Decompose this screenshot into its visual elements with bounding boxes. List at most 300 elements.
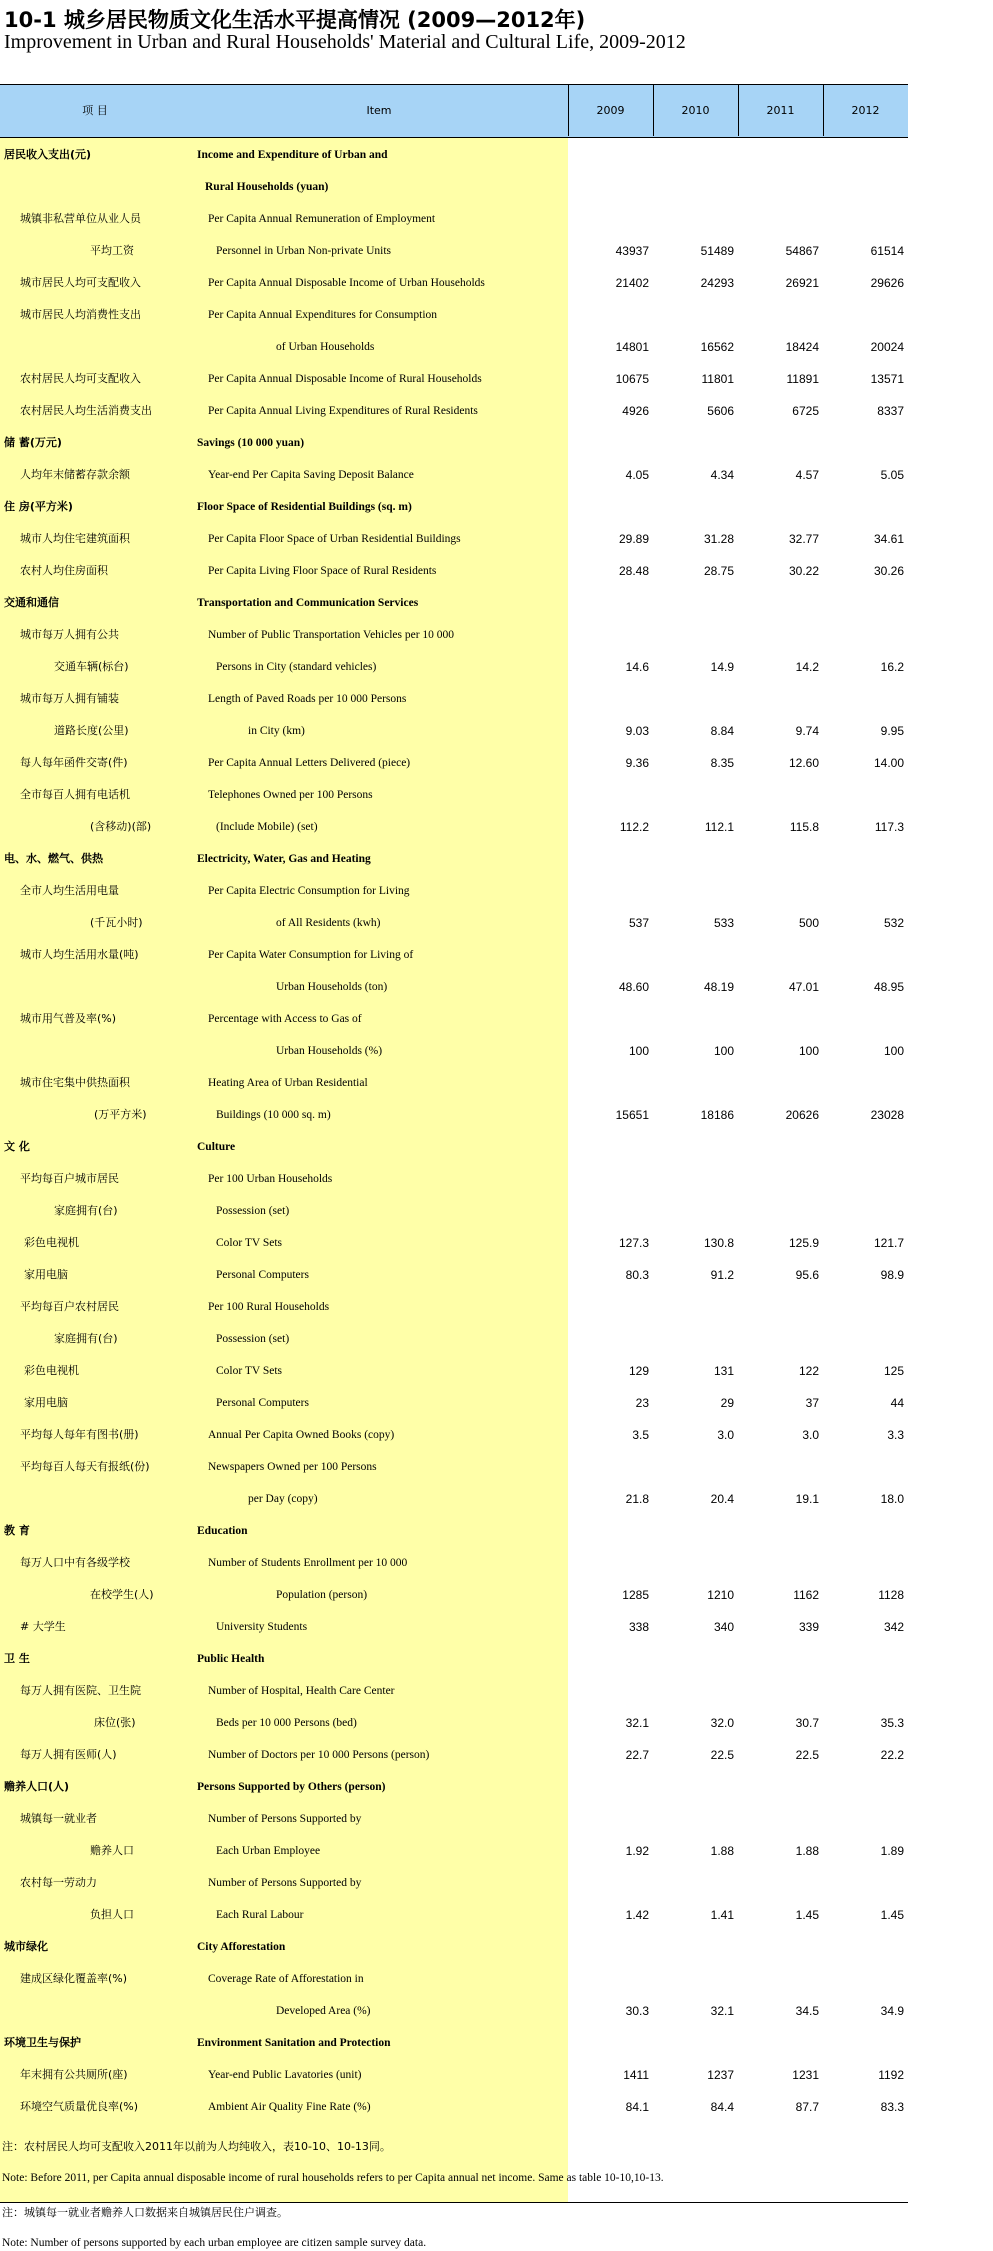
table-row — [0, 1707, 908, 1739]
value-cell-2012: 121.7 — [873, 1236, 904, 1250]
value-cell-2010: 4.34 — [710, 468, 734, 482]
row-label-en: Per Capita Annual Remuneration of Employment — [208, 213, 436, 225]
value-cell-2009: 21.8 — [625, 1492, 649, 1506]
table-row — [0, 1739, 908, 1771]
row-label-en: Telephones Owned per 100 Persons — [208, 789, 373, 801]
row-label-zh: 文 化 — [4, 1140, 30, 1153]
value-cell-2009: 28.48 — [618, 564, 649, 578]
value-cell-2012: 8337 — [877, 404, 904, 418]
table-row — [0, 1675, 908, 1707]
value-cell-2012: 22.2 — [880, 1748, 904, 1762]
row-label-en: Floor Space of Residential Buildings (sq. m) — [197, 501, 412, 513]
row-label-en: Per 100 Rural Households — [208, 1301, 330, 1313]
value-cell-2012: 29626 — [870, 276, 904, 290]
row-label-zh: 教 育 — [4, 1524, 30, 1537]
value-cell-2011: 30.22 — [788, 564, 819, 578]
value-cell-2009: 29.89 — [618, 532, 649, 546]
row-label-zh: 家庭拥有(台) — [54, 1332, 118, 1345]
row-label-zh: (千瓦小时) — [90, 916, 143, 929]
value-cell-2012: 9.95 — [880, 724, 904, 738]
table-row — [0, 555, 908, 587]
value-cell-2012: 1.89 — [880, 1844, 904, 1858]
value-cell-2012: 125 — [883, 1364, 904, 1378]
table-row — [0, 907, 908, 939]
table-header — [0, 84, 908, 138]
value-cell-2011: 4.57 — [795, 468, 819, 482]
row-label-en: Electricity, Water, Gas and Heating — [197, 853, 371, 865]
value-cell-2011: 11891 — [786, 372, 819, 386]
value-cell-2011: 26921 — [785, 276, 819, 290]
value-cell-2012: 61514 — [870, 244, 904, 258]
row-label-zh: 城市人均住宅建筑面积 — [20, 532, 130, 545]
row-label-en: Education — [197, 1525, 248, 1537]
value-cell-2010: 8.84 — [710, 724, 734, 738]
table-row — [0, 1835, 908, 1867]
value-cell-2010: 130.8 — [703, 1236, 734, 1250]
value-cell-2010: 24293 — [700, 276, 734, 290]
value-cell-2011: 122 — [798, 1364, 819, 1378]
value-cell-2010: 16562 — [700, 340, 734, 354]
table-row — [0, 1067, 908, 1099]
row-label-zh: 年末拥有公共厕所(座) — [20, 2068, 128, 2081]
value-cell-2011: 54867 — [785, 244, 819, 258]
value-cell-2011: 100 — [798, 1044, 819, 1058]
row-label-zh: (万平方米) — [94, 1108, 147, 1121]
value-cell-2012: 18.0 — [880, 1492, 904, 1506]
row-label-zh: (含移动)(部) — [90, 820, 152, 833]
value-cell-2011: 125.9 — [788, 1236, 819, 1250]
table-title-zh: 10-1 城乡居民物质文化生活水平提高情况 (2009—2012年) — [4, 8, 586, 32]
value-cell-2009: 1411 — [623, 2068, 649, 2082]
row-label-zh: 每万人口中有各级学校 — [20, 1556, 130, 1569]
row-label-en: Per Capita Annual Living Expenditures of Rural Residents — [208, 405, 478, 417]
table-row — [0, 1099, 908, 1131]
table-row — [0, 875, 908, 907]
row-label-en: Income and Expenditure of Urban and — [197, 149, 388, 161]
header-year: 2012 — [851, 104, 880, 117]
value-cell-2010: 1237 — [707, 2068, 734, 2082]
value-cell-2010: 1210 — [707, 1588, 734, 1602]
row-label-en: Year-end Per Capita Saving Deposit Balance — [208, 469, 414, 481]
value-cell-2011: 1.45 — [795, 1908, 819, 1922]
value-cell-2010: 100 — [713, 1044, 734, 1058]
row-label-zh: 农村居民人均生活消费支出 — [20, 404, 152, 417]
value-cell-2011: 339 — [798, 1620, 819, 1634]
value-cell-2009: 14.6 — [625, 660, 649, 674]
row-label-zh: 储 蓄(万元) — [4, 436, 62, 449]
value-cell-2009: 9.03 — [625, 724, 649, 738]
row-label-zh: 城镇每一就业者 — [20, 1812, 97, 1825]
row-label-en: Year-end Public Lavatories (unit) — [208, 2069, 362, 2081]
row-label-en: Number of Doctors per 10 000 Persons (person) — [208, 1749, 430, 1761]
row-label-zh: 家用电脑 — [24, 1268, 68, 1281]
value-cell-2011: 14.2 — [795, 660, 819, 674]
row-label-en: Population (person) — [276, 1589, 368, 1601]
row-label-en: Coverage Rate of Afforestation in — [208, 1973, 364, 1985]
row-label-en: Personnel in Urban Non-private Units — [216, 245, 392, 257]
value-cell-2012: 34.9 — [880, 2004, 904, 2018]
value-cell-2012: 13571 — [870, 372, 904, 386]
row-label-zh: 交通和通信 — [4, 596, 59, 609]
row-label-zh: 平均每百人每天有报纸(份) — [20, 1460, 150, 1473]
value-cell-2012: 100 — [883, 1044, 904, 1058]
table-row — [0, 1227, 908, 1259]
row-label-zh: 城市每万人拥有公共 — [20, 628, 119, 641]
row-label-en: Color TV Sets — [216, 1365, 283, 1377]
table-row — [0, 363, 908, 395]
value-cell-2010: 1.88 — [710, 1844, 734, 1858]
table-row — [0, 651, 908, 683]
table-row — [0, 747, 908, 779]
row-label-zh: 每人每年函件交寄(件) — [20, 756, 128, 769]
row-label-en: Rural Households (yuan) — [205, 181, 329, 193]
row-label-en: Transportation and Communication Services — [197, 597, 419, 609]
table-row — [0, 1003, 908, 1035]
table-row — [0, 1387, 908, 1419]
table-row — [0, 1931, 908, 1963]
row-label-zh: 平均每人每年有图书(册) — [20, 1428, 139, 1441]
value-cell-2012: 1.45 — [880, 1908, 904, 1922]
value-cell-2011: 87.7 — [795, 2100, 819, 2114]
table-row — [0, 1579, 908, 1611]
row-label-en: Color TV Sets — [216, 1237, 283, 1249]
table-row — [0, 1547, 908, 1579]
row-label-en: of All Residents (kwh) — [276, 917, 381, 929]
value-cell-2010: 14.9 — [710, 660, 734, 674]
row-label-en: per Day (copy) — [248, 1493, 318, 1505]
value-cell-2010: 1.41 — [710, 1908, 734, 1922]
row-label-zh: 全市人均生活用电量 — [20, 884, 119, 897]
row-label-zh: 环境空气质量优良率(%) — [20, 2100, 139, 2113]
row-label-en: Number of Students Enrollment per 10 000 — [208, 1557, 408, 1569]
table-row — [0, 1291, 908, 1323]
table-row — [0, 1035, 908, 1067]
value-cell-2010: 28.75 — [703, 564, 734, 578]
table-row — [0, 1867, 908, 1899]
value-cell-2011: 6725 — [792, 404, 819, 418]
value-cell-2009: 1285 — [622, 1588, 649, 1602]
value-cell-2012: 30.26 — [873, 564, 904, 578]
table-row — [0, 235, 908, 267]
value-cell-2011: 34.5 — [795, 2004, 819, 2018]
row-label-en: Buildings (10 000 sq. m) — [216, 1109, 331, 1121]
table-row — [0, 395, 908, 427]
row-label-zh: 环境卫生与保护 — [4, 2036, 81, 2049]
row-label-zh: 农村人均住房面积 — [20, 564, 108, 577]
row-label-en: Number of Hospital, Health Care Center — [208, 1685, 395, 1697]
value-cell-2009: 10675 — [615, 372, 649, 386]
row-label-en: Per Capita Electric Consumption for Living — [208, 885, 410, 897]
value-cell-2010: 112.1 — [704, 820, 734, 834]
row-label-en: University Students — [216, 1621, 308, 1633]
value-cell-2012: 1192 — [878, 2068, 904, 2082]
value-cell-2009: 4.05 — [625, 468, 649, 482]
note-zh-1: 注：农村居民人均可支配收入2011年以前为人均纯收入，表10-10、10-13同。 — [2, 2140, 391, 2153]
row-label-zh: 居民收入支出(元) — [4, 148, 92, 161]
row-label-en: Percentage with Access to Gas of — [208, 1013, 362, 1025]
row-label-zh: 每万人拥有医院、卫生院 — [20, 1684, 141, 1697]
value-cell-2009: 112.2 — [619, 820, 649, 834]
table-row — [0, 1195, 908, 1227]
table-row — [0, 267, 908, 299]
header-year: 2010 — [681, 104, 710, 117]
value-cell-2010: 51489 — [700, 244, 734, 258]
table-row — [0, 1131, 908, 1163]
table-row — [0, 1963, 908, 1995]
table-row — [0, 139, 908, 171]
value-cell-2010: 91.2 — [710, 1268, 734, 1282]
row-label-en: Per Capita Floor Space of Urban Residential Buildings — [208, 533, 461, 545]
value-cell-2012: 35.3 — [880, 1716, 904, 1730]
value-cell-2012: 3.3 — [887, 1428, 904, 1442]
value-cell-2012: 5.05 — [880, 468, 904, 482]
value-cell-2010: 22.5 — [710, 1748, 734, 1762]
value-cell-2010: 29 — [720, 1396, 734, 1410]
row-label-en: Per Capita Annual Expenditures for Consumption — [208, 309, 438, 321]
table-row — [0, 171, 908, 203]
table-row — [0, 1995, 908, 2027]
header-year: 2011 — [766, 104, 795, 117]
row-label-zh: 城市人均生活用水量(吨) — [20, 948, 139, 961]
table-row — [0, 939, 908, 971]
table-row — [0, 1643, 908, 1675]
row-label-zh: # 大学生 — [20, 1620, 66, 1633]
row-label-zh: 电、水、燃气、供热 — [4, 852, 103, 865]
value-cell-2010: 340 — [713, 1620, 734, 1634]
table-row — [0, 715, 908, 747]
row-label-en: Per Capita Annual Letters Delivered (piece) — [208, 757, 411, 769]
header-item-zh: 项 目 — [82, 104, 108, 117]
row-label-zh: 在校学生(人) — [90, 1588, 154, 1601]
row-label-en: Heating Area of Urban Residential — [208, 1077, 368, 1089]
value-cell-2009: 1.92 — [625, 1844, 649, 1858]
value-cell-2010: 84.4 — [710, 2100, 734, 2114]
value-cell-2011: 500 — [798, 916, 819, 930]
value-cell-2011: 32.77 — [788, 532, 819, 546]
row-label-en: Possession (set) — [216, 1333, 290, 1345]
row-label-en: City Afforestation — [197, 1941, 286, 1953]
value-cell-2009: 22.7 — [625, 1748, 649, 1762]
row-label-en: Newspapers Owned per 100 Persons — [208, 1461, 377, 1473]
value-cell-2009: 3.5 — [632, 1428, 649, 1442]
row-label-zh: 交通车辆(标台) — [54, 660, 129, 673]
value-cell-2010: 48.19 — [703, 980, 734, 994]
value-cell-2009: 23 — [635, 1396, 649, 1410]
table-row — [0, 299, 908, 331]
row-label-en: Ambient Air Quality Fine Rate (%) — [208, 2101, 371, 2113]
row-label-zh: 城市绿化 — [4, 1940, 48, 1953]
row-label-zh: 全市每百人拥有电话机 — [20, 788, 130, 801]
row-label-en: Number of Persons Supported by — [208, 1877, 362, 1889]
value-cell-2009: 127.3 — [618, 1236, 649, 1250]
value-cell-2012: 44 — [890, 1396, 904, 1410]
value-cell-2010: 20.4 — [710, 1492, 734, 1506]
table-row — [0, 1355, 908, 1387]
row-label-zh: 城市用气普及率(%) — [20, 1012, 117, 1025]
table-row — [0, 523, 908, 555]
row-label-en: Per Capita Water Consumption for Living of — [208, 949, 414, 961]
table-row — [0, 1771, 908, 1803]
row-label-zh: 城市居民人均消费性支出 — [20, 308, 141, 321]
row-label-en: Public Health — [197, 1653, 265, 1665]
row-label-zh: 人均年末储蓄存款余额 — [20, 468, 130, 481]
value-cell-2009: 84.1 — [625, 2100, 649, 2114]
row-label-zh: 家用电脑 — [24, 1396, 68, 1409]
row-label-en: Per Capita Living Floor Space of Rural Residents — [208, 565, 437, 577]
row-label-en: Persons in City (standard vehicles) — [216, 661, 377, 673]
table-row — [0, 459, 908, 491]
table-row — [0, 587, 908, 619]
table-row — [0, 2091, 908, 2123]
row-label-en: (Include Mobile) (set) — [216, 821, 318, 833]
row-label-en: Culture — [197, 1141, 236, 1153]
table-row — [0, 1483, 908, 1515]
table-row — [0, 1899, 908, 1931]
value-cell-2009: 15651 — [615, 1108, 649, 1122]
row-label-en: Per 100 Urban Households — [208, 1173, 333, 1185]
value-cell-2012: 23028 — [870, 1108, 904, 1122]
table-row — [0, 843, 908, 875]
row-label-zh: 城市住宅集中供热面积 — [20, 1076, 130, 1089]
table-row — [0, 1419, 908, 1451]
row-label-zh: 城市每万人拥有铺装 — [20, 692, 119, 705]
row-label-en: Number of Public Transportation Vehicles per 10 000 — [208, 629, 455, 641]
value-cell-2009: 14801 — [615, 340, 649, 354]
row-label-en: Persons Supported by Others (person) — [197, 1781, 386, 1793]
value-cell-2012: 532 — [883, 916, 904, 930]
value-cell-2010: 8.35 — [710, 756, 734, 770]
row-label-zh: 平均工资 — [90, 244, 134, 257]
value-cell-2011: 3.0 — [802, 1428, 819, 1442]
table-bottom-rule — [0, 2202, 908, 2203]
value-cell-2010: 5606 — [707, 404, 734, 418]
table-row — [0, 1803, 908, 1835]
row-label-en: Possession (set) — [216, 1205, 290, 1217]
row-label-en: Savings (10 000 yuan) — [197, 437, 305, 449]
value-cell-2010: 131 — [713, 1364, 734, 1378]
table-row — [0, 331, 908, 363]
value-cell-2012: 48.95 — [873, 980, 904, 994]
value-cell-2011: 1.88 — [795, 1844, 819, 1858]
row-label-zh: 每万人拥有医师(人) — [20, 1748, 117, 1761]
row-label-en: Developed Area (%) — [276, 2005, 371, 2017]
row-label-en: Environment Sanitation and Protection — [197, 2037, 391, 2049]
value-cell-2010: 32.0 — [710, 1716, 734, 1730]
value-cell-2010: 533 — [713, 916, 734, 930]
row-label-en: in City (km) — [248, 725, 305, 737]
table-row — [0, 1259, 908, 1291]
header-item-en: Item — [366, 104, 392, 117]
row-label-zh: 城市居民人均可支配收入 — [20, 276, 141, 289]
row-label-zh: 赡养人口 — [90, 1844, 134, 1857]
header-year: 2009 — [596, 104, 625, 117]
value-cell-2011: 37 — [805, 1396, 819, 1410]
value-cell-2012: 16.2 — [880, 660, 904, 674]
value-cell-2011: 20626 — [785, 1108, 819, 1122]
value-cell-2009: 30.3 — [625, 2004, 649, 2018]
row-label-zh: 家庭拥有(台) — [54, 1204, 118, 1217]
table-row — [0, 1611, 908, 1643]
row-label-zh: 住 房(平方米) — [4, 500, 73, 513]
row-label-en: of Urban Households — [276, 341, 375, 353]
table-row — [0, 779, 908, 811]
value-cell-2009: 80.3 — [625, 1268, 649, 1282]
table-row — [0, 1515, 908, 1547]
row-label-zh: 农村居民人均可支配收入 — [20, 372, 141, 385]
row-label-en: Beds per 10 000 Persons (bed) — [216, 1717, 357, 1729]
row-label-en: Annual Per Capita Owned Books (copy) — [208, 1429, 395, 1441]
value-cell-2011: 115.8 — [789, 820, 819, 834]
value-cell-2011: 1231 — [792, 2068, 819, 2082]
value-cell-2009: 4926 — [622, 404, 649, 418]
row-label-zh: 彩色电视机 — [24, 1236, 79, 1249]
value-cell-2012: 20024 — [870, 340, 904, 354]
row-label-en: Per Capita Annual Disposable Income of Urban Households — [208, 277, 485, 289]
value-cell-2010: 31.28 — [703, 532, 734, 546]
table-row — [0, 2027, 908, 2059]
value-cell-2009: 129 — [628, 1364, 649, 1378]
table-row — [0, 427, 908, 459]
value-cell-2009: 537 — [628, 916, 649, 930]
table-row — [0, 1451, 908, 1483]
row-label-en: Per Capita Annual Disposable Income of Rural Households — [208, 373, 482, 385]
value-cell-2011: 12.60 — [788, 756, 819, 770]
table-row — [0, 1163, 908, 1195]
table-title-en: Improvement in Urban and Rural Households' Material and Cultural Life, 2009-2012 — [4, 31, 686, 53]
row-label-zh: 城镇非私营单位从业人员 — [20, 212, 141, 225]
table-row — [0, 2059, 908, 2091]
note-en-1: Note: Before 2011, per Capita annual disposable income of rural households refers to per Capita annual net income. Same as table 10-10,10-13. — [2, 2172, 664, 2184]
value-cell-2011: 95.6 — [795, 1268, 819, 1282]
row-label-zh: 平均每百户农村居民 — [20, 1300, 119, 1313]
row-label-en: Each Urban Employee — [216, 1845, 321, 1857]
row-label-en: Each Rural Labour — [216, 1909, 304, 1921]
table-row — [0, 683, 908, 715]
table-row — [0, 971, 908, 1003]
row-label-zh: 农村每一劳动力 — [20, 1876, 97, 1889]
row-label-zh: 负担人口 — [90, 1908, 134, 1921]
value-cell-2009: 32.1 — [625, 1716, 649, 1730]
value-cell-2011: 19.1 — [795, 1492, 819, 1506]
value-cell-2012: 1128 — [878, 1588, 904, 1602]
value-cell-2011: 30.7 — [795, 1716, 819, 1730]
note-zh-2: 注：城镇每一就业者赡养人口数据来自城镇居民住户调查。 — [2, 2206, 288, 2219]
row-label-en: Number of Persons Supported by — [208, 1813, 362, 1825]
row-label-en: Personal Computers — [216, 1269, 309, 1281]
note-en-2: Note: Number of persons supported by each urban employee are citizen sample survey data. — [2, 2237, 427, 2249]
row-label-zh: 平均每百户城市居民 — [20, 1172, 119, 1185]
value-cell-2011: 22.5 — [795, 1748, 819, 1762]
value-cell-2012: 117.3 — [874, 820, 904, 834]
value-cell-2009: 21402 — [615, 276, 649, 290]
table-row — [0, 1323, 908, 1355]
value-cell-2009: 9.36 — [625, 756, 649, 770]
row-label-zh: 赡养人口(人) — [4, 1780, 70, 1793]
row-label-en: Length of Paved Roads per 10 000 Persons — [208, 693, 407, 705]
value-cell-2009: 1.42 — [625, 1908, 649, 1922]
value-cell-2012: 98.9 — [880, 1268, 904, 1282]
value-cell-2010: 11801 — [701, 372, 734, 386]
value-cell-2011: 1162 — [793, 1588, 819, 1602]
value-cell-2012: 14.00 — [873, 756, 904, 770]
row-label-en: Urban Households (%) — [276, 1045, 383, 1057]
value-cell-2009: 100 — [628, 1044, 649, 1058]
value-cell-2010: 32.1 — [710, 2004, 734, 2018]
value-cell-2012: 83.3 — [880, 2100, 904, 2114]
value-cell-2011: 18424 — [785, 340, 819, 354]
table-row — [0, 491, 908, 523]
row-label-zh: 卫 生 — [4, 1652, 30, 1665]
